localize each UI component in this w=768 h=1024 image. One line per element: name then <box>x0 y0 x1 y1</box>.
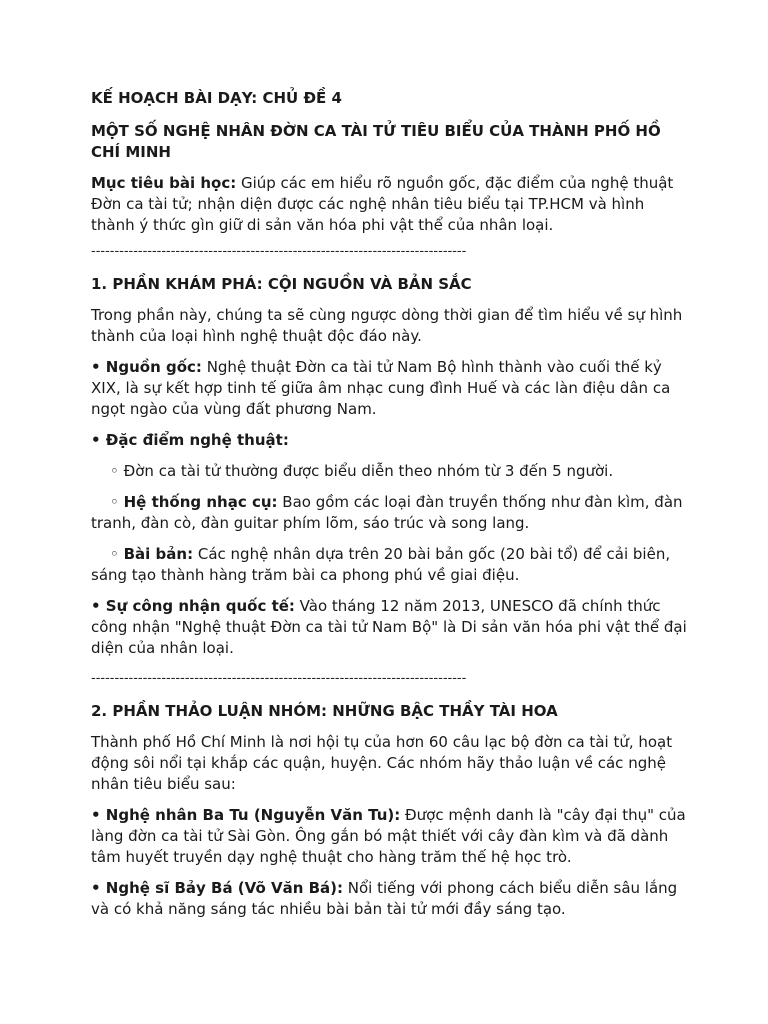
features-label: • Đặc điểm nghệ thuật: <box>91 431 289 449</box>
section1-intro: Trong phần này, chúng ta sẽ cùng ngược dòng thời gian để tìm hiểu về sự hình thành của loại hình nghệ thuật độc đáo này. <box>91 306 683 345</box>
objective-label: Mục tiêu bài học: <box>91 174 237 192</box>
recognition-label: • Sự công nhận quốc tế: <box>91 597 295 615</box>
origin-paragraph <box>91 357 691 420</box>
objective-paragraph <box>91 173 691 236</box>
sub-item-instruments <box>91 492 691 534</box>
artist-bay-ba <box>91 878 691 920</box>
section1-heading: 1. PHẦN KHÁM PHÁ: CỘI NGUỒN VÀ BẢN SẮC <box>91 275 472 293</box>
document-page <box>91 88 691 920</box>
artist-bay-ba-label: • Nghệ sĩ Bảy Bá (Võ Văn Bá): <box>91 879 344 897</box>
sub-item-repertoire <box>91 544 691 586</box>
recognition-text: Vào tháng 12 năm 2013, UNESCO đã chính thức công nhận "Nghệ thuật Đờn ca tài tử Nam Bộ" là Di sản văn hóa phi vật thể đại diện của nhân loại. <box>91 597 687 657</box>
sub-bullet: ◦ <box>110 545 124 563</box>
instruments-label: Hệ thống nhạc cụ: <box>123 493 278 511</box>
sub-bullet: ◦ <box>110 493 124 511</box>
artist-ba-tu-label: • Nghệ nhân Ba Tu (Nguyễn Văn Tu): <box>91 806 401 824</box>
recognition-paragraph <box>91 596 691 659</box>
separator-line: -------------------------------------------------------------------------------- <box>91 244 467 259</box>
artist-ba-tu-text: Được mệnh danh là "cây đại thụ" của làng đờn ca tài tử Sài Gòn. Ông gắn bó mật thiết với cây đàn kìm và đã dành tâm huyết truyền dạy nghệ thuật cho hàng trăm thế hệ học trò. <box>91 806 686 866</box>
artist-ba-tu <box>91 805 691 868</box>
repertoire-label: Bài bản: <box>123 545 194 563</box>
page-title: KẾ HOẠCH BÀI DẠY: CHỦ ĐỀ 4 <box>91 89 342 107</box>
artist-bay-ba-text: Nổi tiếng với phong cách biểu diễn sâu lắng và có khả năng sáng tác nhiều bài bản tài tử mới đầy sáng tạo. <box>91 879 678 918</box>
objective-text: Giúp các em hiểu rõ nguồn gốc, đặc điểm của nghệ thuật Đờn ca tài tử; nhận diện được các nghệ nhân tiêu biểu tại TP.HCM và hình thành ý thức gìn giữ di sản văn hóa phi vật thể của nhân loại. <box>91 174 674 234</box>
section2-heading: 2. PHẦN THẢO LUẬN NHÓM: NHỮNG BẬC THẦY TÀI HOA <box>91 702 558 720</box>
sub-item-group-size: ◦ Đờn ca tài tử thường được biểu diễn theo nhóm từ 3 đến 5 người. <box>110 462 614 480</box>
instruments-text: Bao gồm các loại đàn truyền thống như đàn kìm, đàn tranh, đàn cò, đàn guitar phím lõm, sáo trúc và song lang. <box>91 493 683 532</box>
origin-label: • Nguồn gốc: <box>91 358 202 376</box>
origin-text: Nghệ thuật Đờn ca tài tử Nam Bộ hình thành vào cuối thế kỷ XIX, là sự kết hợp tinh tế giữa âm nhạc cung đình Huế và các làn điệu dân ca ngọt ngào của vùng đất phương Nam. <box>91 358 671 418</box>
separator-line: -------------------------------------------------------------------------------- <box>91 671 467 686</box>
repertoire-text: Các nghệ nhân dựa trên 20 bài bản gốc (20 bài tổ) để cải biên, sáng tạo thành hàng trăm bài ca phong phú về giai điệu. <box>91 545 671 584</box>
section2-intro: Thành phố Hồ Chí Minh là nơi hội tụ của hơn 60 câu lạc bộ đờn ca tài tử, hoạt động sôi nổi tại khắp các quận, huyện. Các nhóm hãy thảo luận về các nghệ nhân tiêu biểu sau: <box>91 733 673 793</box>
lesson-subtitle: MỘT SỐ NGHỆ NHÂN ĐỜN CA TÀI TỬ TIÊU BIỂU CỦA THÀNH PHỐ HỒ CHÍ MINH <box>91 122 661 161</box>
features-paragraph <box>91 430 691 451</box>
